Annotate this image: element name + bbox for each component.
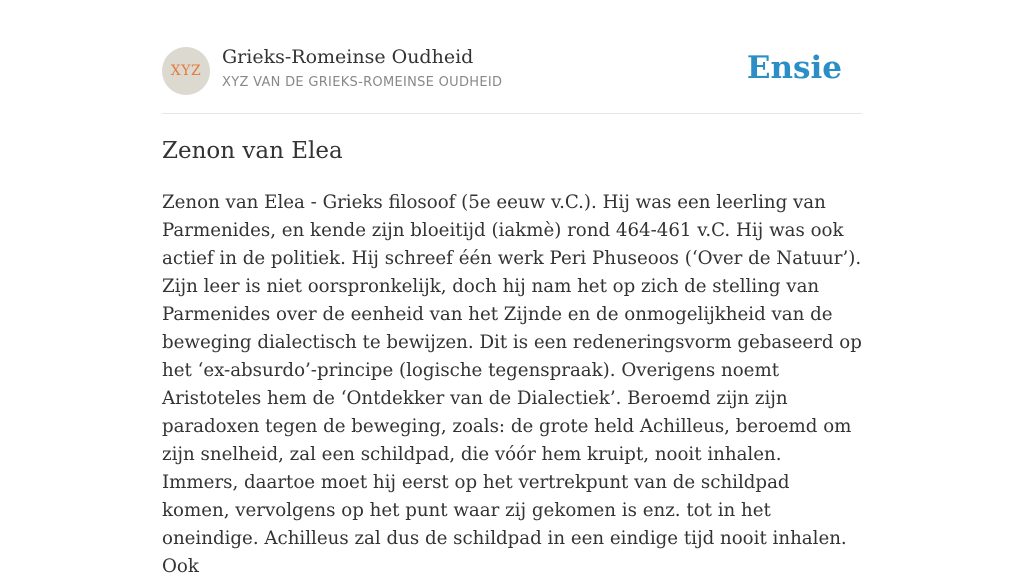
source-title[interactable]: Grieks-Romeinse Oudheid xyxy=(222,46,474,68)
article-body: Zenon van Elea - Grieks filosoof (5e eeuw v.C.). Hij was een leerling van Parmenides, en kende zijn bloeitijd (iakmè) rond 464-461 v.C. Hij was ook actief in de politiek. Hij schreef één werk Peri Phuseoos (‘Over de Natuur’). Zijn leer is niet oorspronkelijk, doch hij nam het op zich de stelling van Parmenides over de eenheid van het Zijnde en de onmogelijkheid van de beweging dialectisch te bewijzen. Dit is een redeneringsvorm gebaseerd op het ‘ex-absurdo’-principe (logische tegenspraak). Overigens noemt Aristoteles hem de ‘Ontdekker van de Dialectiek’. Beroemd zijn zijn paradoxen tegen de beweging, zoals: de grote held Achilleus, beroemd om zijn snelheid, zal een schildpad, die vóór hem kruipt, nooit inhalen. Immers, daartoe moet hij eerst op het vertrekpunt van de schildpad komen, vervolgens op het punt waar zij gekomen is enz. tot in het oneindige. Achilleus zal dus de schildpad in een eindige tijd nooit inhalen. Ook xyxy=(162,192,862,577)
article-title: Zenon van Elea xyxy=(162,138,343,164)
source-subtitle[interactable]: XYZ VAN DE GRIEKS-ROMEINSE OUDHEID xyxy=(222,75,503,90)
ensie-logo[interactable]: Ensie xyxy=(746,50,842,86)
source-avatar[interactable]: XYZ xyxy=(162,47,210,95)
article-container xyxy=(162,0,862,577)
source-header xyxy=(162,0,862,114)
